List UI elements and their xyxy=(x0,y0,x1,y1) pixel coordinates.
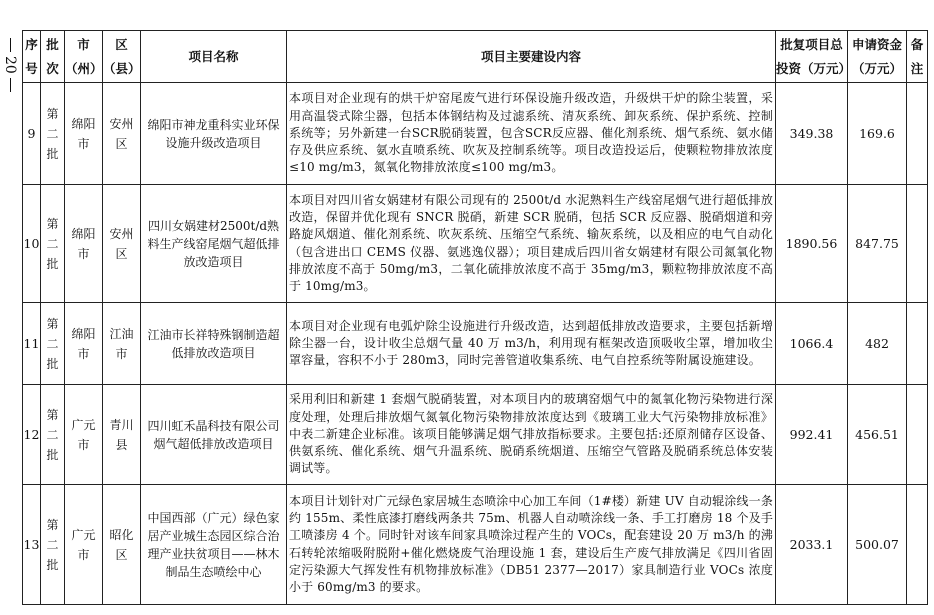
page-number-dash-bottom xyxy=(10,78,11,92)
row-county: 安州区 xyxy=(109,226,134,261)
row-content: 本项目对企业现有的烘干炉窑尾废气进行环保设施升级改造，升级烘干炉的除尘装置，采用高温袋式除尘器，包括本体钢结构及过滤系统、清灰系统、卸灰系统、保护系统、控制系统等；另外新建一台SCR脱硝装置，包含SCR反应器、催化剂系统、烟气系统、氨水储存及供应系统、氨水直喷系统、吹灰及控制系统等。项目改造投运后，使颗粒物排放浓度≤10 mg/m3，氮氧化物排放浓度≤100 mg/m3。 xyxy=(287,83,776,185)
table-row xyxy=(23,185,928,303)
row-project-name: 四川虹禾晶科技有限公司烟气超低排放改造项目 xyxy=(141,385,287,485)
row-seq: 12 xyxy=(23,385,41,485)
row-city: 广元市 xyxy=(71,527,96,562)
row-note xyxy=(907,185,928,303)
row-city: 绵阳市 xyxy=(71,326,96,361)
row-seq: 9 xyxy=(23,83,41,185)
header-name: 项目名称 xyxy=(141,31,287,83)
row-seq: 11 xyxy=(23,303,41,385)
row-project-name: 绵阳市神龙重科实业环保设施升级改造项目 xyxy=(141,83,287,185)
row-county: 江油市 xyxy=(109,326,134,361)
row-approved: 1066.4 xyxy=(776,303,848,385)
table-row xyxy=(23,303,928,385)
row-batch: 第二批 xyxy=(46,407,59,462)
header-batch: 批次 xyxy=(41,31,65,83)
row-content: 本项目计划针对广元绿色家居城生态喷涂中心加工车间（1#楼）新建 UV 自动辊涂线一条约 155m、柔性底漆打磨线两条共 75m、机器人自动喷涂线一条、手工打磨房 18 个及手工喷漆房 4 个。同时针对该车间家具喷涂过程产生的 VOCs，配套建设 20 万 m3/h 的沸石转轮浓缩吸附脱附+催化燃烧废气治理设施 1 套，建设后生产废气排放满足《四川省固定污染源大气挥发性有机物排放标准》（DB51 2377—2017）家具制造行业 VOCs 浓度小于 60mg/m3 的要求。 xyxy=(287,485,776,605)
row-content: 采用利旧和新建 1 套烟气脱硝装置，对本项目内的玻璃窑烟气中的氮氧化物污染物进行深度处理，处理后排放烟气氮氧化物污染物排放浓度达到《玻璃工业大气污染物排放标准》中表二新建企业标准。该项目能够满足烟气排放指标要求。主要包括:还原剂储存区设备、供氨系统、催化系统、烟气升温系统、脱硝系统烟道、压缩空气管路及脱硝系统总体安装调试等。 xyxy=(287,385,776,485)
row-city: 绵阳市 xyxy=(71,116,96,151)
header-note: 备注 xyxy=(907,31,928,83)
row-seq: 13 xyxy=(23,485,41,605)
row-approved: 349.38 xyxy=(776,83,848,185)
row-project-name: 江油市长祥特殊钢制造超低排放改造项目 xyxy=(141,303,287,385)
row-batch: 第二批 xyxy=(46,216,59,271)
row-county: 安州区 xyxy=(109,116,134,151)
page-number-dash-top xyxy=(10,38,11,52)
row-note xyxy=(907,303,928,385)
row-batch: 第二批 xyxy=(46,316,59,371)
row-county: 青川县 xyxy=(109,417,134,452)
header-seq: 序号 xyxy=(23,31,41,83)
row-requested: 847.75 xyxy=(848,185,907,303)
page-number xyxy=(2,36,18,126)
row-content: 本项目对四川省女娲建材有限公司现有的 2500t/d 水泥熟料生产线窑尾烟气进行超低排放改造，保留并优化现有 SNCR 脱硝，新建 SCR 脱硝，包括 SCR 反应器、脱硝烟道和旁路旋风烟道、催化剂系统、吹灰系统、压缩空气系统、输灰系统，以及相应的电气自动化（包含进出口 CEMS 仪器、氨逃逸仪器）；项目建成后四川省女娲建材有限公司氮氧化物排放浓度不高于 50mg/m3，二氧化硫排放浓度不高于 35mg/m3，颗粒物排放浓度不高于 10mg/m3。 xyxy=(287,185,776,303)
row-approved: 2033.1 xyxy=(776,485,848,605)
row-content: 本项目对企业现有电弧炉除尘设施进行升级改造，达到超低排放改造要求，主要包括新增除尘器一台，设计收尘总烟气量 40 万 m3/h，利用现有框架改造顶吸收尘罩，增加收尘罩容量，容积不小于 280m3，同时完善管道收集系统、电气自控系统等附属设施建设。 xyxy=(287,303,776,385)
header-county: 区（县） xyxy=(103,31,141,83)
page-number-text: 20 xyxy=(2,56,18,74)
table-row xyxy=(23,485,928,605)
table-header-row xyxy=(23,31,928,83)
header-approved: 批复项目总投资（万元） xyxy=(776,31,848,83)
row-city: 绵阳市 xyxy=(71,226,96,261)
row-requested: 456.51 xyxy=(848,385,907,485)
row-note xyxy=(907,83,928,185)
row-requested: 169.6 xyxy=(848,83,907,185)
header-content: 项目主要建设内容 xyxy=(287,31,776,83)
row-approved: 992.41 xyxy=(776,385,848,485)
row-requested: 500.07 xyxy=(848,485,907,605)
row-project-name: 四川女娲建材2500t/d熟料生产线窑尾烟气超低排放改造项目 xyxy=(141,185,287,303)
row-note xyxy=(907,485,928,605)
header-requested: 申请资金（万元） xyxy=(848,31,907,83)
row-county: 昭化区 xyxy=(109,527,134,562)
row-note xyxy=(907,385,928,485)
header-city: 市（州） xyxy=(65,31,103,83)
row-project-name: 中国西部（广元）绿色家居产业城生态园区综合治理产业扶贫项目——林木制品生态喷绘中心 xyxy=(141,485,287,605)
row-approved: 1890.56 xyxy=(776,185,848,303)
row-city: 广元市 xyxy=(71,417,96,452)
row-batch: 第二批 xyxy=(46,106,59,161)
row-seq: 10 xyxy=(23,185,41,303)
table-row xyxy=(23,83,928,185)
project-table xyxy=(22,30,928,605)
row-batch: 第二批 xyxy=(46,517,59,572)
row-requested: 482 xyxy=(848,303,907,385)
table-row xyxy=(23,385,928,485)
